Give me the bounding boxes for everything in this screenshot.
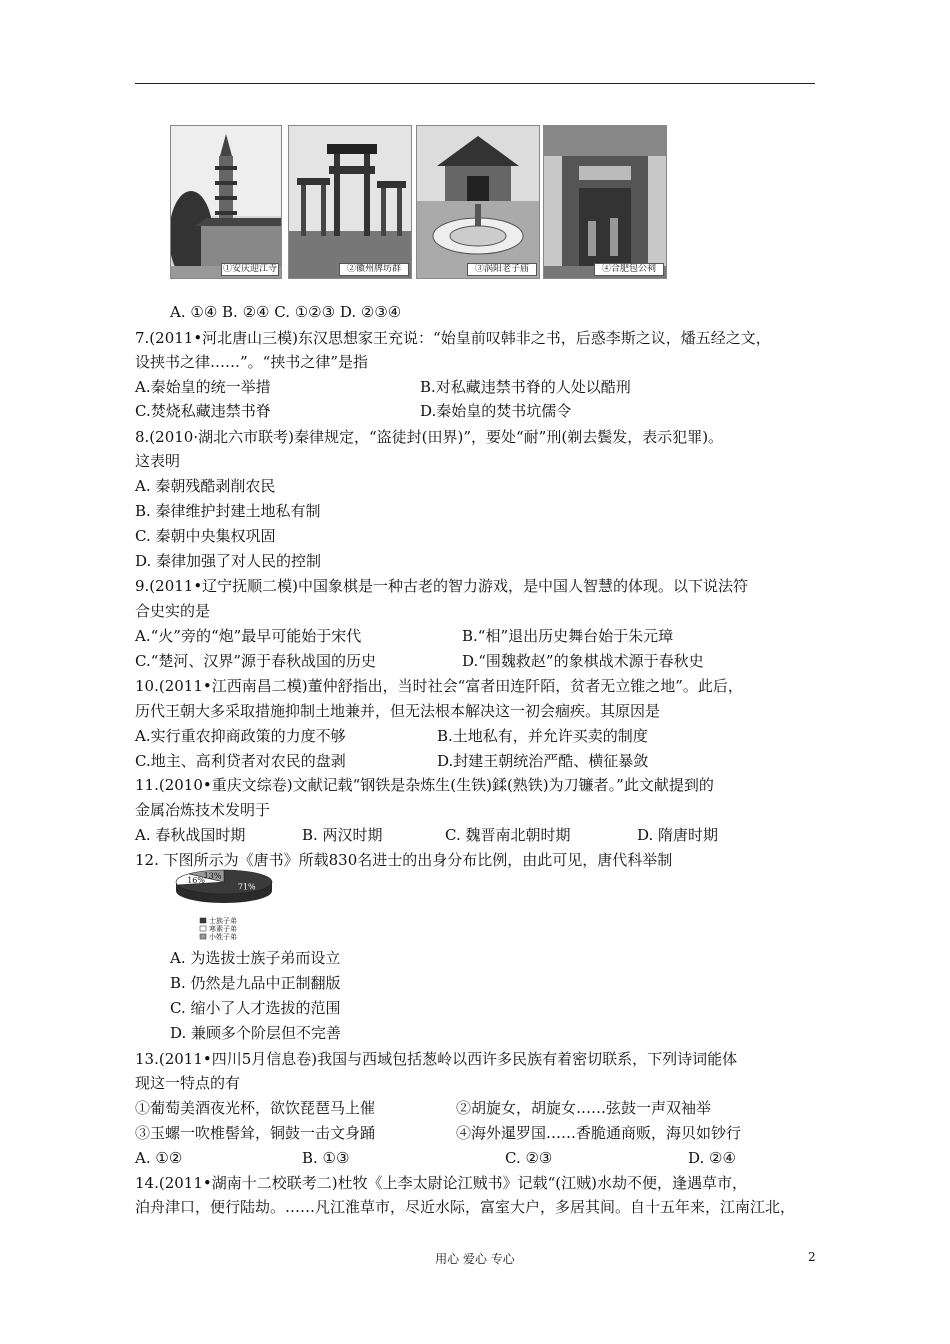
q9-option-b: B.“相”退出历史舞台始于朱元璋 bbox=[462, 627, 674, 645]
photo-caption: ①安庆迎江寺 bbox=[222, 264, 277, 274]
legend-label: 寒素子弟 bbox=[209, 925, 237, 933]
q8-option-c: C. 秦朝中央集权巩固 bbox=[135, 527, 276, 545]
q7-option-b: B.对私藏违禁书脊的人处以酷刑 bbox=[420, 378, 631, 396]
legend-label: 士族子弟 bbox=[209, 917, 237, 925]
photo-caption: ③涡阳老子庙 bbox=[467, 263, 537, 276]
q9-option-a: A.“火”旁的“炮”最早可能始于宋代 bbox=[135, 627, 362, 645]
q13-stem: 13.(2011•四川5月信息卷)我国与西域包括葱岭以西许多民族有着密切联系，下列诗词能体 bbox=[135, 1050, 738, 1068]
temple-courtyard-image bbox=[417, 126, 539, 278]
q10-option-b: B.土地私有，并允许买卖的制度 bbox=[437, 727, 648, 745]
q8-option-b: B. 秦律维护封建土地私有制 bbox=[135, 502, 321, 520]
legend-label: 小姓子弟 bbox=[209, 933, 237, 941]
q9-option-c: C.“楚河、汉界”源于春秋战国的历史 bbox=[135, 652, 377, 670]
q12-option-d: D. 兼顾多个阶层但不完善 bbox=[170, 1024, 342, 1042]
q12-option-b: B. 仍然是九品中正制翻版 bbox=[170, 974, 341, 992]
pie-value-label: 71% bbox=[237, 882, 256, 892]
q14-stem: 14.(2011•湖南十二校联考二)杜牧《上李太尉论江贼书》记载“(江贼)水劫不便，逢遇草市， bbox=[135, 1174, 747, 1192]
q10-option-d: D.封建王朝统治严酷、横征暴敛 bbox=[437, 752, 649, 770]
q12-stem: 12. 下图所示为《唐书》所载830名进士的出身分布比例，由此可见，唐代科举制 bbox=[135, 851, 673, 869]
q7-stem: 7.(2011•河北唐山三模)东汉思想家王充说：“始皇前叹韩非之书，后惑李斯之议，燔五经之文， bbox=[135, 329, 771, 347]
q12-option-a: A. 为选拔士族子弟而设立 bbox=[170, 949, 341, 967]
header-rule bbox=[135, 83, 815, 84]
q10-option-a: A.实行重农抑商政策的力度不够 bbox=[135, 727, 346, 745]
pie-chart bbox=[172, 868, 302, 948]
q7-option-c: C.焚烧私藏违禁书脊 bbox=[135, 402, 271, 420]
q14-stem-cont: 泊舟津口，便行陆劫。……凡江淮草市，尽近水际，富室大户，多居其间。自十五年来，江南江北， bbox=[135, 1198, 796, 1216]
q13-item-1: ①葡萄美酒夜光杯，欲饮琵琶马上催 bbox=[135, 1099, 376, 1117]
legend-swatch bbox=[200, 926, 206, 931]
q9-stem-cont: 合史实的是 bbox=[135, 602, 211, 620]
photo-anqing-temple bbox=[170, 125, 282, 279]
q13-option-c: C. ②③ bbox=[505, 1149, 553, 1167]
q8-stem: 8.(2010·湖北六市联考)秦律规定，“盗徒封(田界)”，要处“耐”刑(剃去鬓发，表示犯罪)。 bbox=[135, 428, 724, 446]
q8-option-d: D. 秦律加强了对人民的控制 bbox=[135, 552, 322, 570]
q12-option-c: C. 缩小了人才选拔的范围 bbox=[170, 999, 341, 1017]
q10-stem: 10.(2011•江西南昌二模)董仲舒指出，当时社会“富者田连阡陌，贫者无立锥之地”。此后， bbox=[135, 677, 743, 695]
q13-option-a: A. ①② bbox=[135, 1149, 183, 1167]
q13-item-2: ②胡旋女，胡旋女……弦鼓一声双袖举 bbox=[456, 1099, 712, 1117]
q8-option-a: A. 秦朝残酷剥削农民 bbox=[135, 477, 276, 495]
q11-stem-cont: 金属冶炼技术发明于 bbox=[135, 801, 271, 819]
pie-value-label: 13% bbox=[203, 871, 222, 881]
page-footer: 用心 爱心 专心 bbox=[435, 1252, 515, 1266]
q13-item-3: ③玉螺一吹椎髻耸，铜鼓一击文身踊 bbox=[135, 1124, 376, 1142]
q7-option-d: D.秦始皇的焚书坑儒令 bbox=[420, 402, 572, 420]
shrine-gate-image bbox=[544, 126, 666, 278]
q10-option-c: C.地主、高利贷者对农民的盘剥 bbox=[135, 752, 346, 770]
photo-caption: ④合肥包公祠 bbox=[594, 263, 664, 276]
q11-option-d: D. 隋唐时期 bbox=[637, 826, 719, 844]
legend-swatch bbox=[200, 918, 206, 923]
q9-option-d: D.“围魏救赵”的象棋战术源于春秋史 bbox=[462, 652, 704, 670]
q10-stem-cont: 历代王朝大多采取措施抑制土地兼并，但无法根本解决这一初会痼疾。其原因是 bbox=[135, 702, 661, 720]
photo-guoyang-laozi-temple bbox=[416, 125, 540, 279]
q7-option-a: A.秦始皇的统一举措 bbox=[135, 378, 271, 396]
q13-option-d: D. ②④ bbox=[688, 1149, 736, 1167]
q6-options: A. ①④ B. ②④ C. ①②③ D. ②③④ bbox=[170, 303, 402, 321]
q7-stem-cont: 设挟书之律……”。“挟书之律”是指 bbox=[135, 353, 369, 371]
q11-option-c: C. 魏晋南北朝时期 bbox=[445, 826, 571, 844]
photo-hefei-baogong-shrine bbox=[543, 125, 667, 279]
q13-stem-cont: 现这一特点的有 bbox=[135, 1074, 241, 1092]
q9-stem: 9.(2011•辽宁抚顺二模)中国象棋是一种古老的智力游戏，是中国人智慧的体现。以下说法符 bbox=[135, 577, 749, 595]
pagoda-image bbox=[171, 126, 281, 278]
legend-swatch bbox=[200, 934, 206, 939]
photo-huizhou-arches bbox=[288, 125, 412, 279]
q8-stem-cont: 这表明 bbox=[135, 452, 181, 470]
pie-value-label: 16% bbox=[187, 876, 205, 886]
q11-option-a: A. 春秋战国时期 bbox=[135, 826, 246, 844]
page-number: 2 bbox=[808, 1250, 816, 1264]
photo-caption: ②徽州牌坊群 bbox=[339, 263, 409, 276]
memorial-arches-image bbox=[289, 126, 411, 278]
q11-option-b: B. 两汉时期 bbox=[302, 826, 383, 844]
q13-option-b: B. ①③ bbox=[302, 1149, 350, 1167]
q13-item-4: ④海外暹罗国……香脆通商贩，海贝如钞行 bbox=[456, 1124, 742, 1142]
q11-stem: 11.(2010•重庆文综卷)文献记载“钢铁是杂炼生(生铁)鍒(熟铁)为刀镰者。”此文献提到的 bbox=[135, 776, 714, 794]
